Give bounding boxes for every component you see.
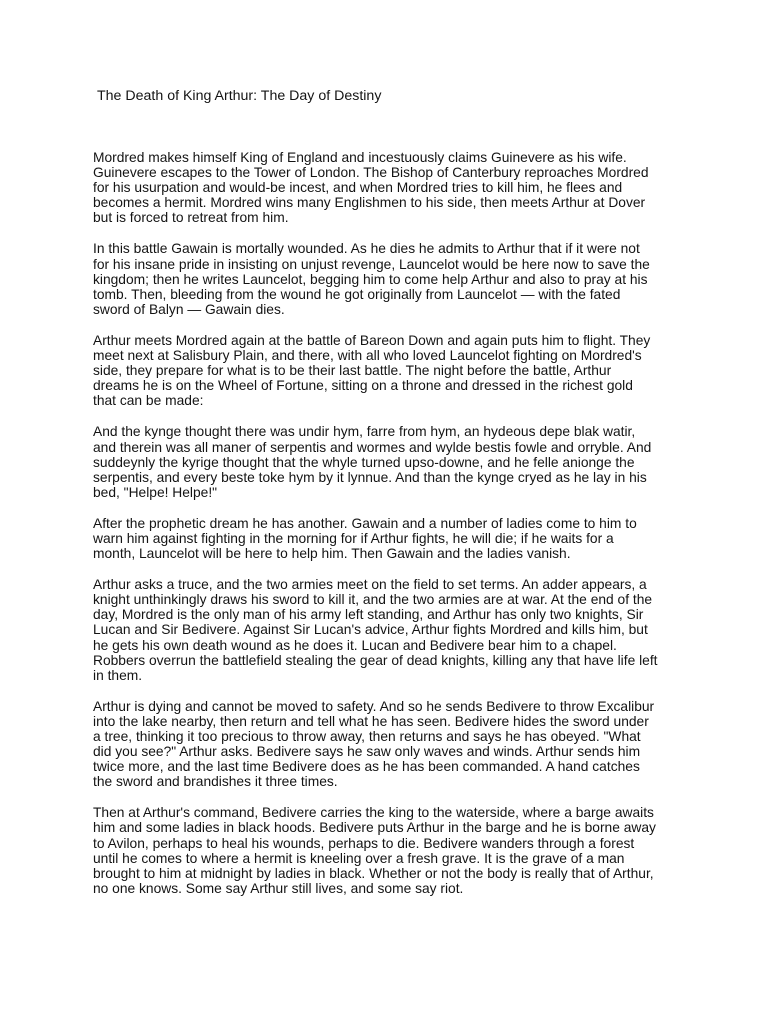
paragraph-line: bed, "Helpe! Helpe!" [93, 484, 218, 500]
paragraph-line: Arthur meets Mordred again at the battle of Bareon Down and again puts him to flight. They [93, 332, 651, 348]
paragraph-line: Arthur is dying and cannot be moved to safety. And so he sends Bedivere to throw Excalibur [93, 698, 655, 714]
paragraph-line: to Avilon, perhaps to heal his wounds, perhaps to die. Bedivere wanders through a forest [93, 835, 635, 851]
paragraph-line: kingdom; then he writes Launcelot, begging him to come help Arthur and also to pray at his [93, 271, 648, 287]
paragraph-line: Robbers overrun the battlefield stealing the gear of dead knights, killing any that have life left [93, 652, 658, 668]
paragraph [93, 577, 683, 683]
paragraph-line: side, they prepare for what is to be their last battle. The night before the battle, Arthur [93, 363, 612, 379]
paragraph-line: for his insane pride in insisting on unjust revenge, Launcelot would be here now to save the [93, 256, 650, 272]
paragraph-line: becomes a hermit. Mordred wins many Englishmen to his side, then meets Arthur at Dover [93, 195, 646, 211]
document-body [93, 150, 683, 912]
paragraph-line: brought to him at midnight by ladies in black. Whether or not the body is really that of Arthur, [93, 865, 654, 881]
paragraph [93, 516, 683, 561]
paragraph-line: and therein was all maner of serpentis and wormes and wylde bestis fowle and orryble. And [93, 439, 652, 455]
paragraph-line: did you see?" Arthur asks. Bedivere says he saw only waves and winds. Arthur sends him [93, 744, 641, 760]
paragraph-line: day, Mordred is the only man of his army left standing, and Arthur has only two knights, Sir [93, 607, 644, 623]
paragraph-line: twice more, and the last time Bedivere does as he has been commanded. A hand catches [93, 759, 640, 775]
paragraph-line: month, Launcelot will be here to help him. Then Gawain and the ladies vanish. [93, 546, 571, 562]
paragraph [93, 333, 683, 408]
paragraph-line: In this battle Gawain is mortally wounded. As he dies he admits to Arthur that if it were not [93, 241, 640, 257]
paragraph-line: Then at Arthur's command, Bedivere carries the king to the waterside, where a barge awaits [93, 805, 654, 821]
paragraph-line: into the lake nearby, then return and tell what he has seen. Bedivere hides the sword under [93, 713, 649, 729]
paragraph [93, 241, 683, 316]
paragraph-line: he gets his own death wound as he does it. Lucan and Bedivere bear him to a chapel. [93, 637, 617, 653]
paragraph-line: the sword and brandishes it three times. [93, 774, 338, 790]
paragraph-line: After the prophetic dream he has another. Gawain and a number of ladies come to him to [93, 515, 637, 531]
paragraph-line: serpentis, and every beste toke hym by it lynnue. And than the kynge cryed as he lay in his [93, 469, 647, 485]
paragraph-line: Lucan and Sir Bedivere. Against Sir Lucan's advice, Arthur fights Mordred and kills him, but [93, 622, 648, 638]
paragraph-line: him and some ladies in black hoods. Bedivere puts Arthur in the barge and he is borne away [93, 820, 656, 836]
paragraph-line: for his usurpation and would-be incest, and when Mordred tries to kill him, he flees and [93, 180, 623, 196]
paragraph-line: that can be made: [93, 393, 204, 409]
paragraph-line: Mordred makes himself King of England and incestuously claims Guinevere as his wife. [93, 150, 627, 165]
paragraph-line: Arthur asks a truce, and the two armies meet on the field to set terms. An adder appears, a [93, 577, 647, 593]
paragraph-line: in them. [93, 667, 143, 683]
paragraph-line: dreams he is on the Wheel of Fortune, sitting on a throne and dressed in the richest gold [93, 378, 633, 394]
paragraph-line: tomb. Then, bleeding from the wound he got originally from Launcelot — with the fated [93, 286, 621, 302]
paragraph-line: a tree, thinking it too precious to throw away, then returns and says he has obeyed. "What [93, 729, 641, 744]
paragraph [93, 805, 683, 896]
paragraph-line: meet next at Salisbury Plain, and there, with all who loved Launcelot fighting on Mordred's [93, 348, 642, 364]
document-title: The Death of King Arthur: The Day of Destiny [97, 88, 382, 104]
paragraph-line: warn him against fighting in the morning for if Arthur fights, he will die; if he waits for a [93, 530, 614, 546]
paragraph-line: no one knows. Some say Arthur still lives, and some say riot. [93, 880, 464, 896]
paragraph [93, 424, 683, 499]
paragraph-line: Guinevere escapes to the Tower of London. The Bishop of Canterbury reproaches Mordred [93, 165, 649, 181]
paragraph-line: And the kynge thought there was undir hym, farre from hym, an hydeous depe blak watir, [93, 424, 636, 440]
paragraph [93, 699, 683, 790]
paragraph-line: sword of Balyn — Gawain dies. [93, 301, 285, 317]
paragraph [93, 150, 683, 225]
paragraph-line: knight unthinkingly draws his sword to kill it, and the two armies are at war. At the end of the [93, 592, 653, 608]
paragraph-line: suddeynly the kyrige thought that the whyle turned upso-downe, and he felle anionge the [93, 454, 635, 470]
paragraph-line: until he comes to where a hermit is kneeling over a fresh grave. It is the grave of a man [93, 850, 625, 866]
paragraph-line: but is forced to retreat from him. [93, 210, 289, 226]
